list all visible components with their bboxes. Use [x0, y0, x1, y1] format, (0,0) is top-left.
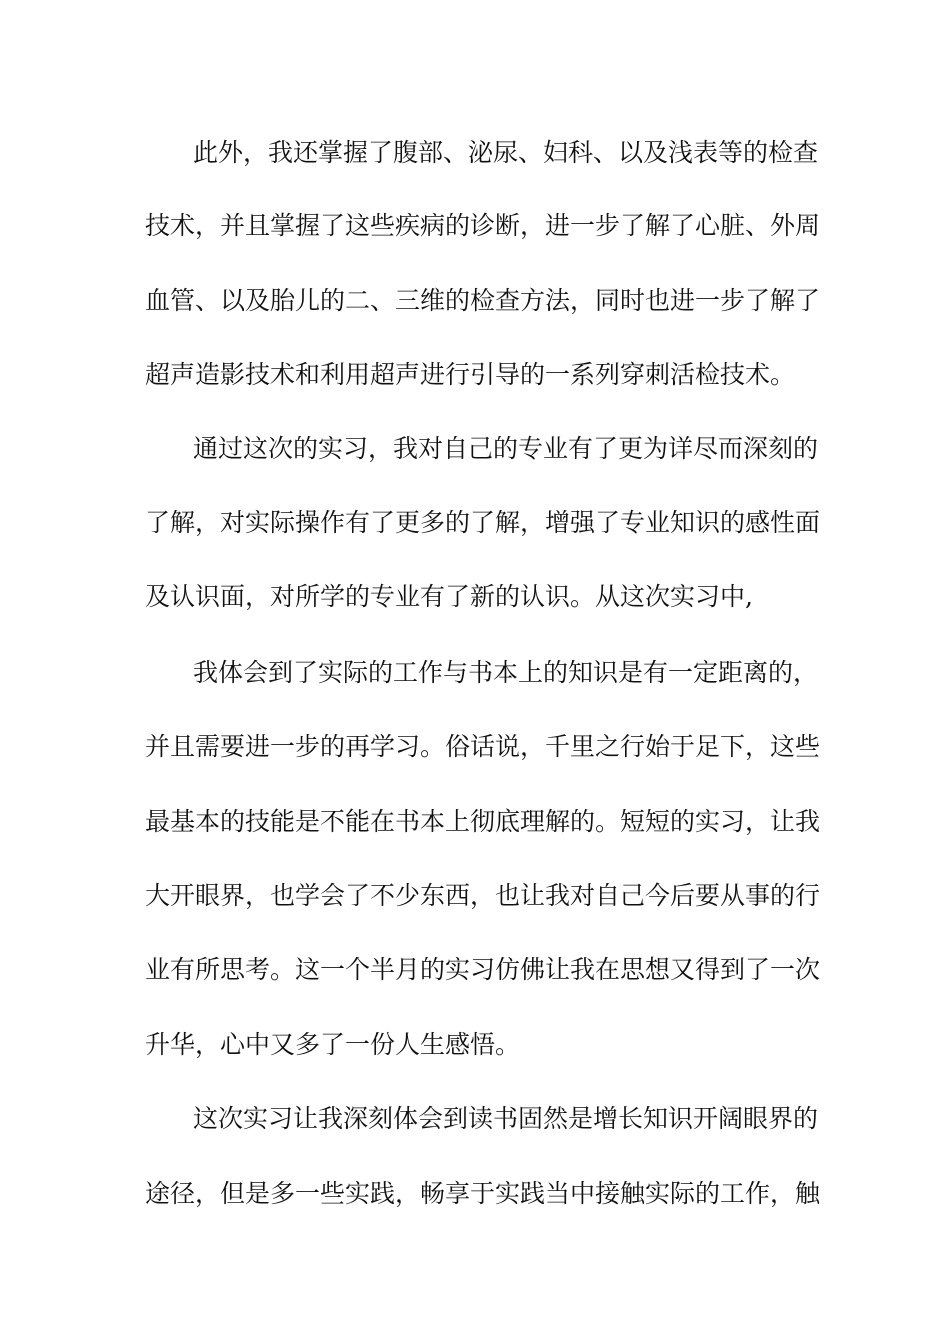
- text-line-7: 及认识面，对所学的专业有了新的认识。从这次实习中,: [145, 582, 753, 611]
- text-line-1: 此外，我还掌握了腹部、泌尿、妇科、以及浅表等的检查: [193, 138, 819, 167]
- text-line-2: 技术，并且掌握了这些疾病的诊断，进一步了解了心脏、外周: [145, 211, 821, 240]
- text-line-14: 这次实习让我深刻体会到读书固然是增长知识开阔眼界的: [193, 1104, 819, 1133]
- text-line-11: 大开眼界，也学会了不少东西，也让我对自己今后要从事的行: [145, 881, 821, 910]
- text-line-13: 升华，心中又多了一份人生感悟。: [145, 1030, 521, 1059]
- text-line-12: 业有所思考。这一个半月的实习仿佛让我在思想又得到了一次: [145, 955, 821, 984]
- text-line-5: 通过这次的实习，我对自己的专业有了更为详尽而深刻的: [193, 434, 819, 463]
- text-line-9: 并且需要进一步的再学习。俗话说，千里之行始于足下，这些: [145, 732, 821, 761]
- text-line-3: 血管、以及胎儿的二、三维的检查方法，同时也进一步了解了: [145, 286, 821, 315]
- text-line-10: 最基本的技能是不能在书本上彻底理解的。短短的实习，让我: [145, 807, 821, 836]
- text-line-4: 超声造影技术和利用超声进行引导的一系列穿刺活检技术。: [145, 360, 796, 389]
- text-line-15: 途径，但是多一些实践，畅享于实践当中接触实际的工作，触: [145, 1179, 821, 1208]
- text-line-8: 我体会到了实际的工作与书本上的知识是有一定距离的，: [193, 658, 819, 687]
- text-line-6: 了解，对实际操作有了更多的了解，增强了专业知识的感性面: [145, 508, 821, 537]
